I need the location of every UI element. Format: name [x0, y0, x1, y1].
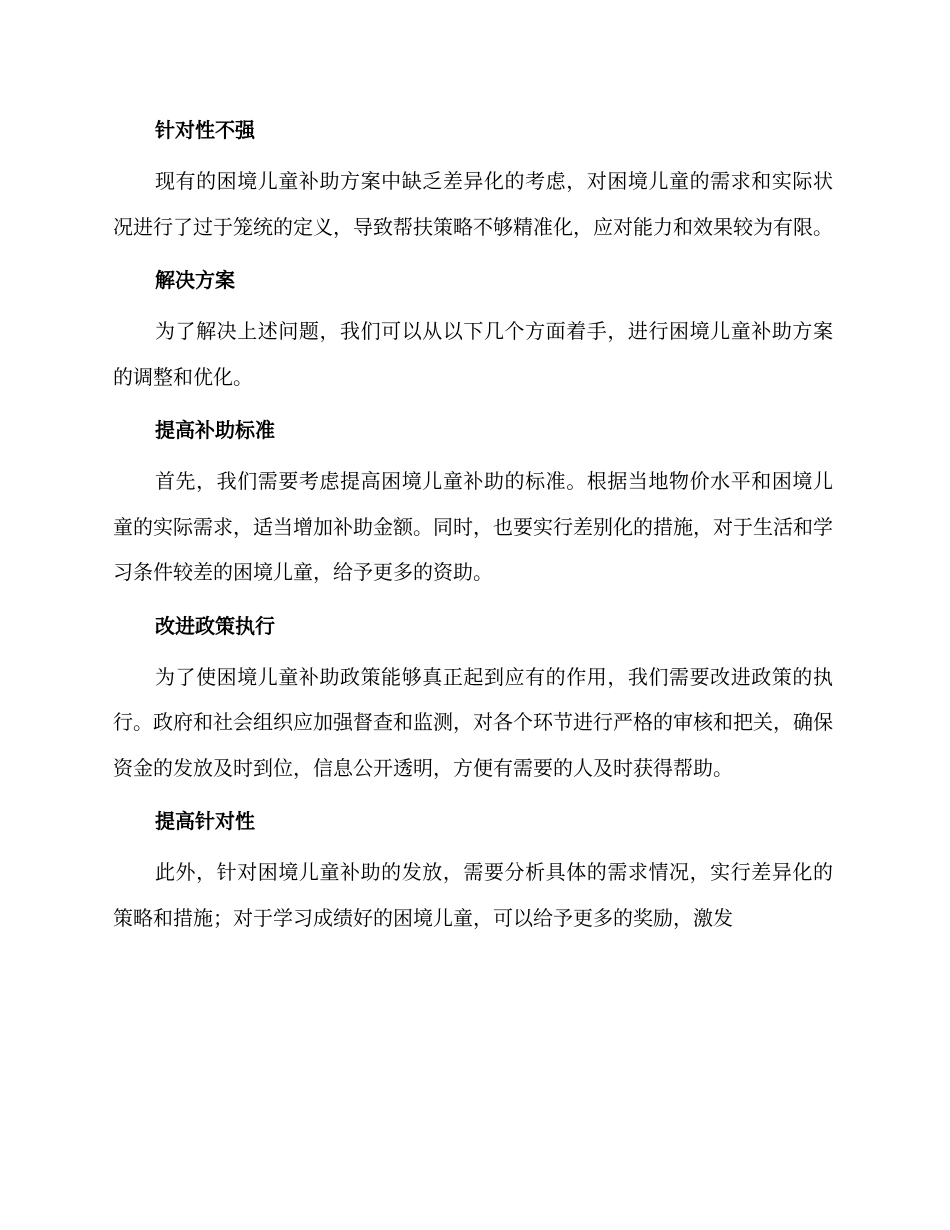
section-paragraph-improve-targeting: 此外，针对困境儿童补助的发放，需要分析具体的需求情况，实行差异化的策略和措施；对于学习成绩好的困境儿童，可以给予更多的奖励，激发	[113, 860, 833, 930]
section-paragraph-policy-execution: 为了使困境儿童补助政策能够真正起到应有的作用，我们需要改进政策的执行。政府和社会组织应加强督查和监测，对各个环节进行严格的审核和把关，确保资金的发放及时到位，信息公开透明，方便有需要的人及时获得帮助。	[113, 664, 833, 780]
section-heading-policy-execution: 改进政策执行	[155, 613, 275, 638]
document-page	[113, 108, 833, 949]
section-paragraph-raise-standard: 首先，我们需要考虑提高困境儿童补助的标准。根据当地物价水平和困境儿童的实际需求，适当增加补助金额。同时，也要实行差别化的措施，对于生活和学习条件较差的困境儿童，给予更多的资助。	[113, 469, 833, 584]
section-heading-improve-targeting: 提高针对性	[155, 809, 255, 833]
section-heading-raise-standard: 提高补助标准	[155, 418, 275, 442]
section-heading-targeting-weak: 针对性不强	[155, 118, 255, 142]
section-paragraph-solution: 为了解决上述问题，我们可以从以下几个方面着手，进行困境儿童补助方案的调整和优化。	[113, 319, 833, 389]
section-paragraph-targeting-weak: 现有的困境儿童补助方案中缺乏差异化的考虑，对困境儿童的需求和实际状况进行了过于笼统的定义，导致帮扶策略不够精准化，应对能力和效果较为有限。	[113, 169, 833, 239]
section-heading-solution: 解决方案	[155, 268, 235, 292]
